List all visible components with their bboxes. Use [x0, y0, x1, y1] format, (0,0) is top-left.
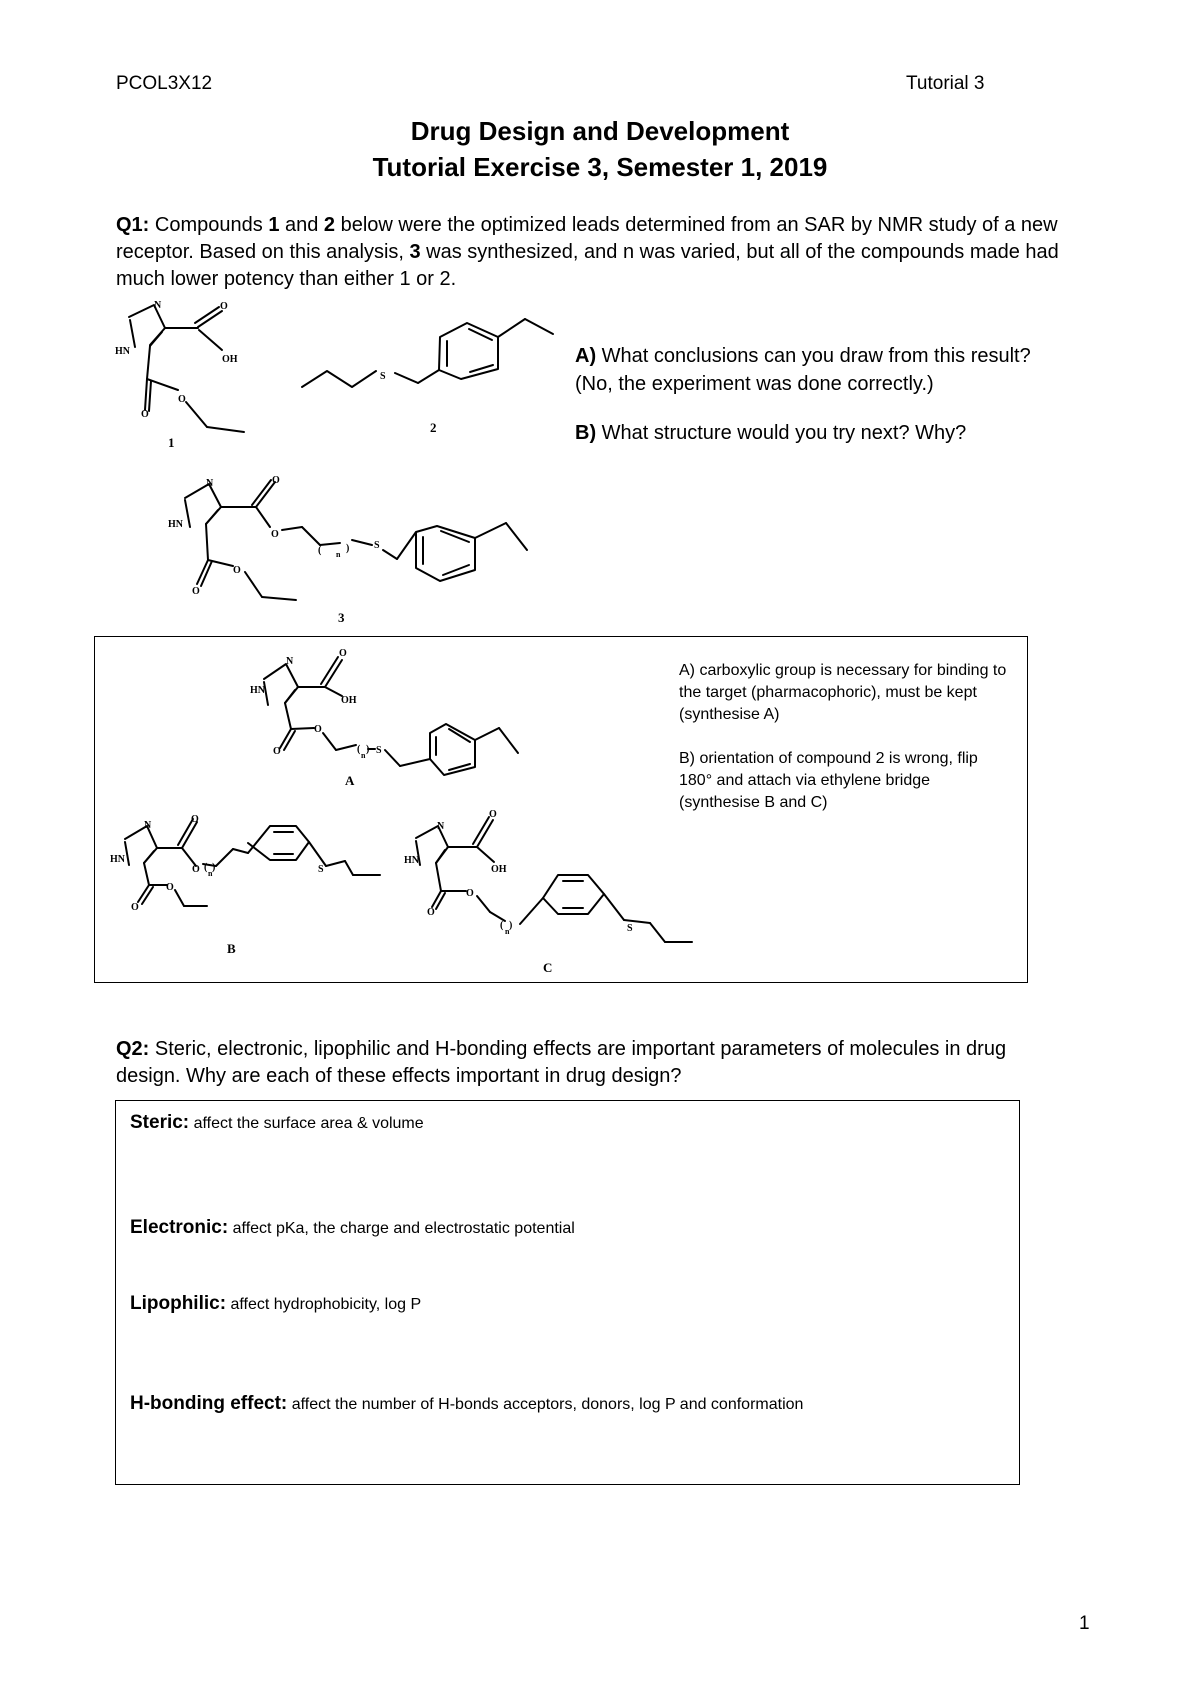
- part-a-text: What conclusions can you draw from this result?: [596, 345, 1031, 367]
- q1-text-3: below were the optimized leads determined from an SAR by NMR study of a new receptor. Based on this analysis,: [116, 214, 1058, 263]
- part-a-label: A): [575, 345, 597, 367]
- steric-label: Steric:: [130, 1112, 190, 1133]
- cc-atom-o: O: [489, 809, 497, 820]
- compound-3-structure: [185, 480, 527, 600]
- course-code: PCOL3X12: [116, 73, 213, 94]
- q1-text-1: Compounds: [149, 214, 269, 236]
- cb-paren-open: (: [204, 862, 208, 873]
- q1-compound-2: 2: [323, 214, 336, 236]
- compound-c-structure: [416, 817, 692, 942]
- page-number: 1: [1079, 1613, 1090, 1634]
- q1-part-a-note: (No, the experiment was done correctly.): [575, 373, 934, 395]
- lipophilic-answer: [130, 1293, 421, 1315]
- q1-label: Q1:: [116, 214, 150, 236]
- compound-b-structure: [125, 819, 380, 906]
- cb-atom-n: N: [144, 820, 152, 831]
- q1-compound-1: 1: [268, 214, 280, 236]
- cc-atom-n: N: [437, 821, 445, 832]
- cb-atom-hn: HN: [110, 854, 125, 865]
- c1-atom-o: O: [220, 301, 228, 312]
- c3-subscript-n: n: [336, 550, 341, 559]
- c1-atom-o-carbonyl: O: [141, 409, 149, 420]
- cc-subscript-n: n: [505, 927, 510, 936]
- answer-q1-b: B) orientation of compound 2 is wrong, flip 180° and attach via ethylene bridge (synthesise B and C): [679, 750, 978, 811]
- electronic-text: affect pKa, the charge and electrostatic potential: [228, 1220, 575, 1237]
- c1-atom-o-ester: O: [178, 394, 186, 405]
- c3-atom-o-ester2: O: [233, 565, 241, 576]
- q1-compound-3: 3: [409, 241, 421, 263]
- question-2: [116, 1036, 1076, 1090]
- compound-2-structure: [302, 319, 553, 387]
- c3-atom-o-carbonyl: O: [192, 586, 200, 597]
- cc-atom-hn: HN: [404, 855, 419, 866]
- q1-text-4: was synthesized, and n was varied, but all of the compounds made had much lower potency than either 1 or 2.: [116, 241, 1059, 290]
- tutorial-label: Tutorial 3: [906, 73, 985, 94]
- ca-subscript-n: n: [361, 751, 366, 760]
- ca-atom-hn: HN: [250, 685, 265, 696]
- cc-atom-o-carbonyl: O: [427, 907, 435, 918]
- cb-atom-s: S: [318, 864, 324, 875]
- q2-label: Q2:: [116, 1038, 150, 1060]
- compound-2-label: 2: [430, 420, 437, 435]
- ca-paren-close: ): [366, 744, 370, 755]
- cc-paren-open: (: [500, 920, 504, 931]
- electronic-answer: [130, 1217, 575, 1239]
- cc-atom-o-ester: O: [466, 888, 474, 899]
- cb-atom-o-ester2: O: [166, 882, 174, 893]
- ca-atom-oh: OH: [341, 695, 357, 706]
- c3-atom-n: N: [206, 478, 214, 489]
- compound-3-label: 3: [338, 610, 345, 625]
- c2-atom-s: S: [380, 371, 386, 382]
- ca-atom-s: S: [376, 745, 382, 756]
- part-b-label: B): [575, 422, 597, 444]
- h-bonding-text: affect the number of H-bonds acceptors, donors, log P and conformation: [287, 1396, 804, 1413]
- ca-atom-o-ester: O: [314, 724, 322, 735]
- cb-paren-close: ): [212, 862, 216, 873]
- c3-atom-hn: HN: [168, 519, 183, 530]
- h-bonding-label: H-bonding effect:: [130, 1393, 288, 1414]
- compound-a-label: A: [345, 773, 355, 788]
- electronic-label: Electronic:: [130, 1217, 229, 1238]
- cc-paren-close: ): [509, 920, 513, 931]
- compound-b-label: B: [227, 941, 236, 956]
- part-b-text: What structure would you try next? Why?: [596, 422, 967, 444]
- cb-atom-o: O: [191, 814, 199, 825]
- q1-text-2: and: [279, 214, 324, 236]
- lipophilic-text: affect hydrophobicity, log P: [226, 1296, 422, 1313]
- q2-text: Steric, electronic, lipophilic and H-bonding effects are important parameters of molecules in drug design. Why are each of these effects important in drug design?: [116, 1038, 1007, 1087]
- c3-atom-o-ester: O: [271, 529, 279, 540]
- cb-atom-o-ester: O: [192, 864, 200, 875]
- ca-atom-o-carbonyl: O: [273, 746, 281, 757]
- cb-subscript-n: n: [208, 869, 213, 878]
- c1-atom-oh: OH: [222, 354, 238, 365]
- lipophilic-label: Lipophilic:: [130, 1293, 227, 1314]
- steric-answer: [130, 1112, 424, 1134]
- ca-atom-n: N: [286, 656, 294, 667]
- c3-atom-o: O: [272, 475, 280, 486]
- h-bonding-answer: [130, 1393, 803, 1415]
- cc-atom-s: S: [627, 923, 633, 934]
- compound-1-label: 1: [168, 435, 175, 450]
- cb-atom-o-carbonyl: O: [131, 902, 139, 913]
- cc-atom-oh: OH: [491, 864, 507, 875]
- c1-atom-hn: HN: [115, 346, 130, 357]
- compound-a-structure: [264, 657, 518, 775]
- compound-c-label: C: [543, 960, 553, 975]
- ca-atom-o: O: [339, 648, 347, 659]
- document-title: Drug Design and Development: [410, 116, 790, 146]
- ca-paren-open: (: [357, 744, 361, 755]
- steric-text: affect the surface area & volume: [189, 1115, 424, 1132]
- c1-atom-n: N: [154, 300, 162, 311]
- c3-paren-close: ): [346, 543, 350, 554]
- document-subtitle: Tutorial Exercise 3, Semester 1, 2019: [372, 152, 828, 182]
- c3-paren-open: (: [318, 545, 322, 556]
- answer-q1-a: A) carboxylic group is necessary for binding to the target (pharmacophoric), must be kept (synthesise A): [679, 662, 1007, 723]
- c3-atom-s: S: [374, 540, 380, 551]
